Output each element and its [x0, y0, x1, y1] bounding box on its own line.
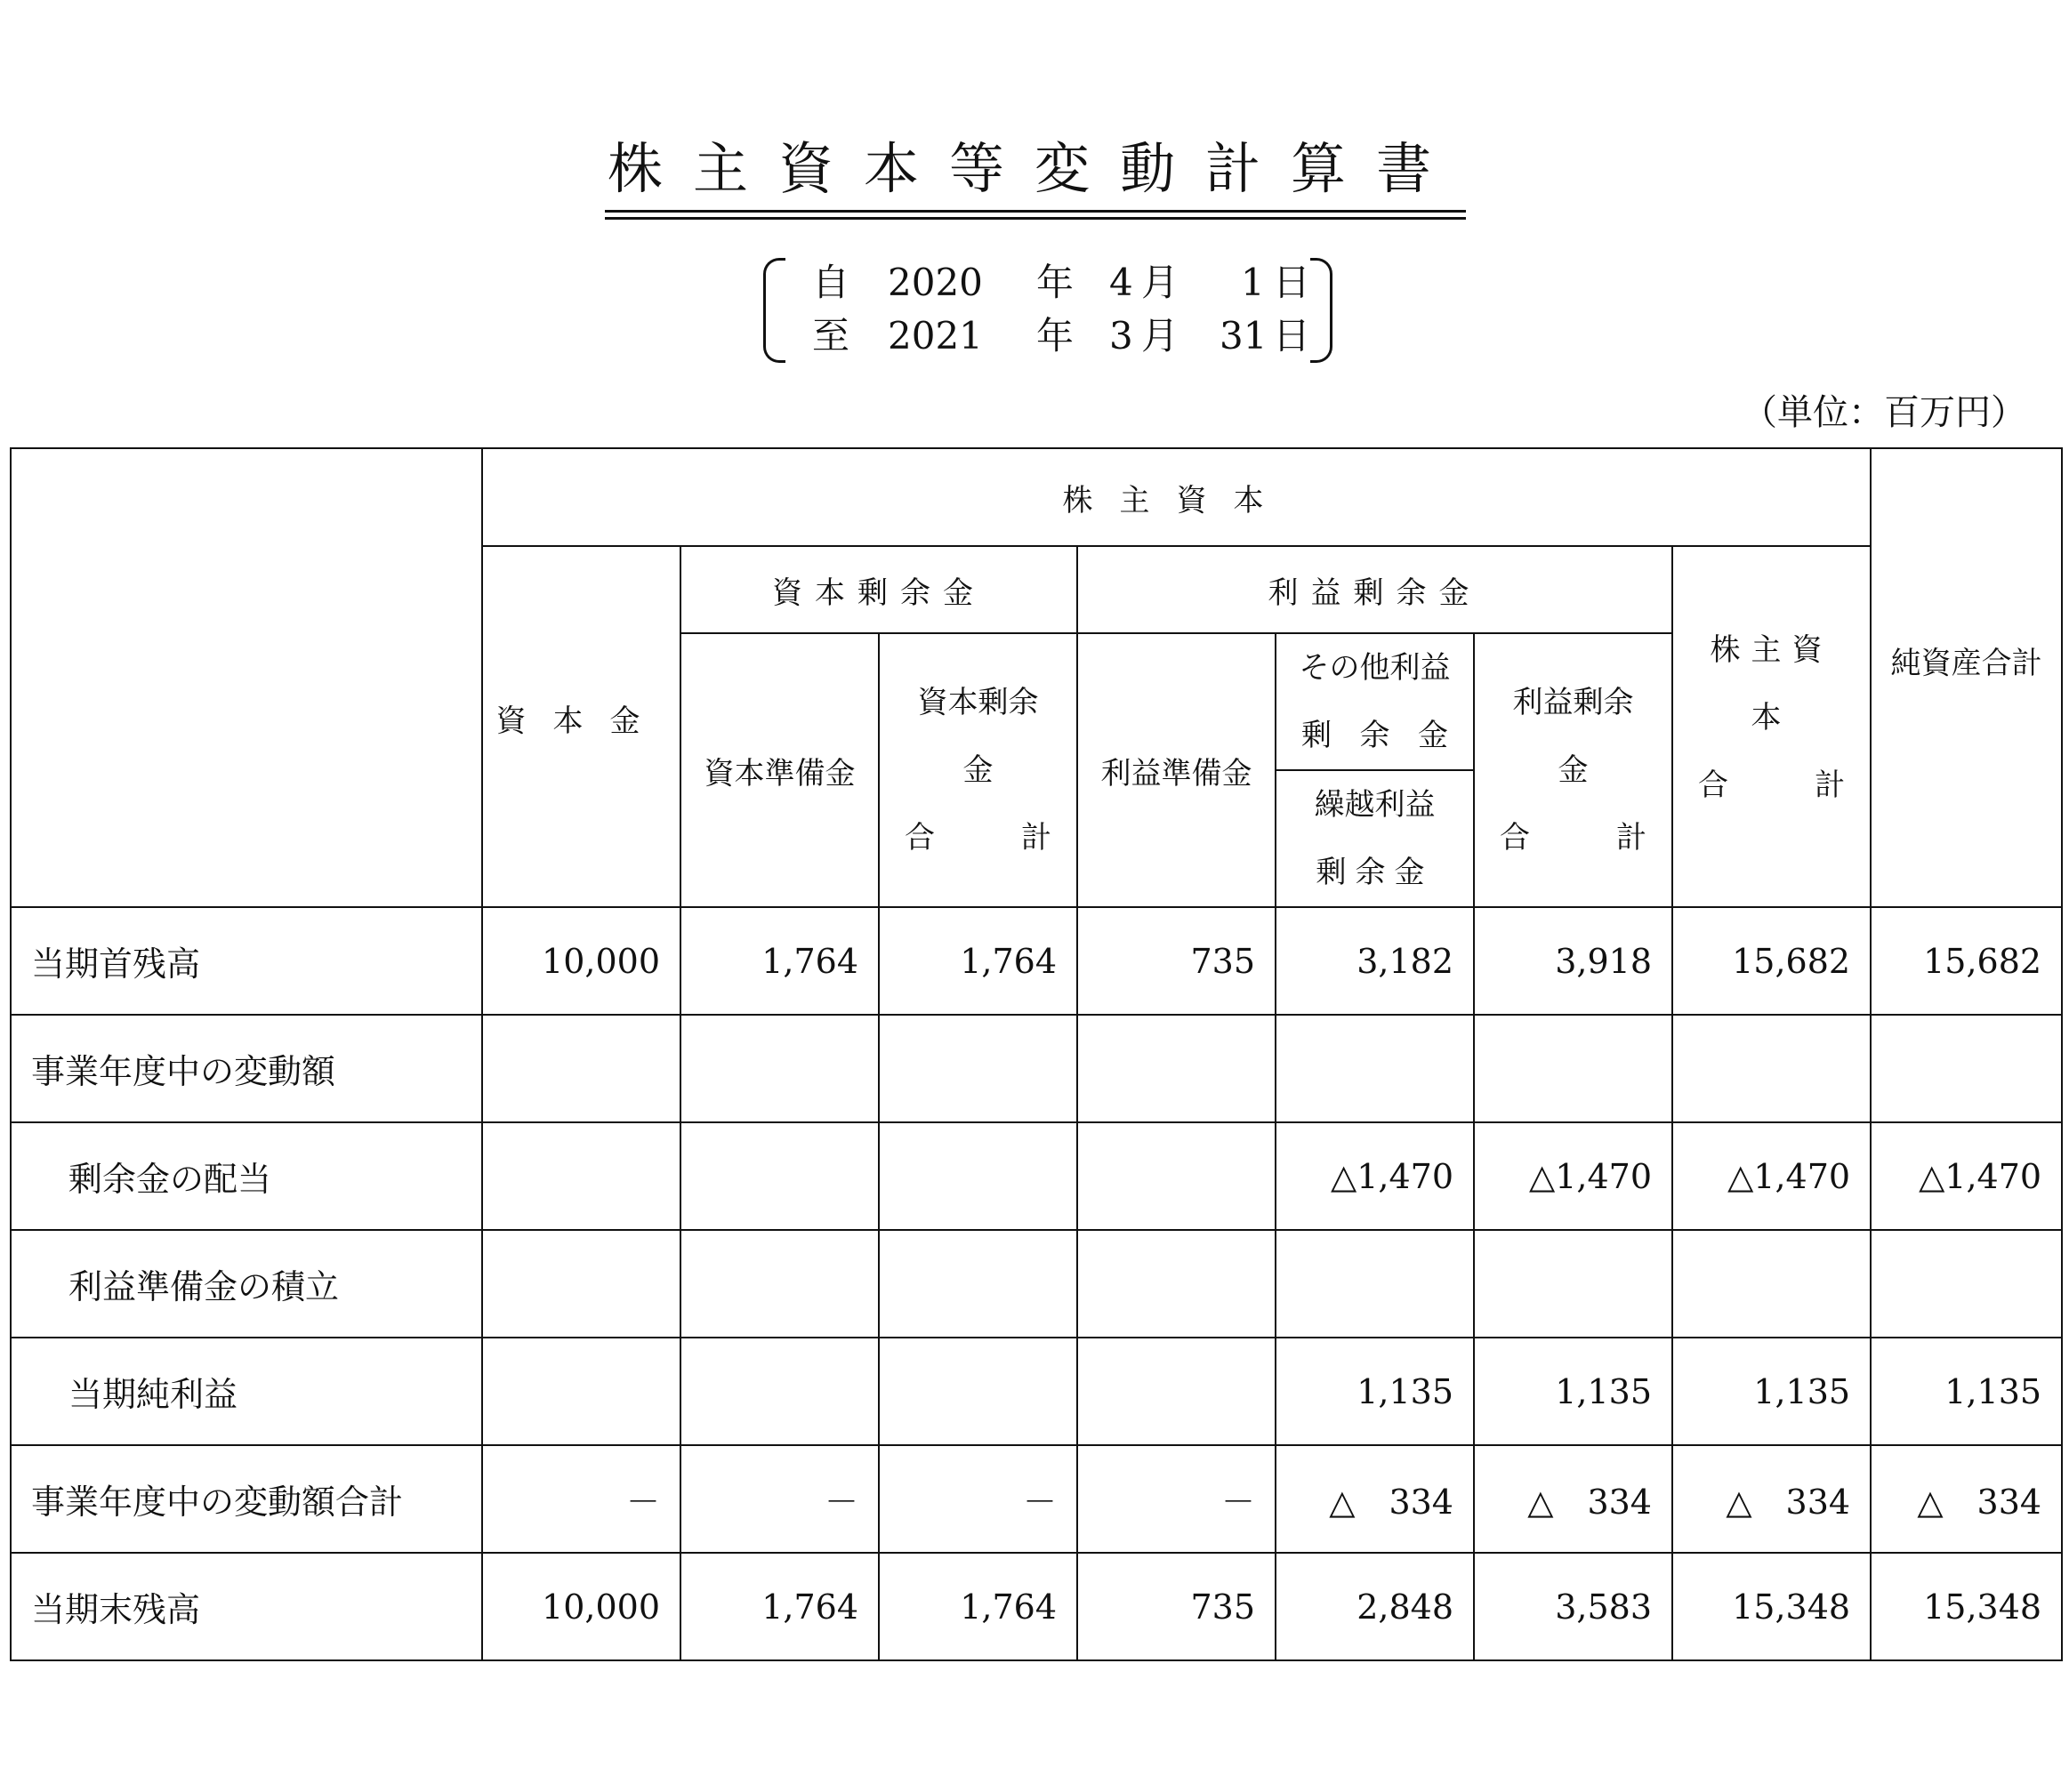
row-label: 当期純利益: [11, 1338, 482, 1445]
cell-equity-total: [1672, 1015, 1871, 1122]
header-net-assets-total: 純資産合計: [1871, 448, 2062, 907]
period-to-year: 2021: [888, 314, 983, 358]
cell-capital-reserve: [680, 1122, 879, 1230]
period-from-year: 2020: [888, 261, 983, 304]
cell-equity-total: 1,135: [1672, 1338, 1871, 1445]
cell-capital-reserve: [680, 1338, 879, 1445]
cell-capital-surplus-total: 1,764: [879, 1553, 1077, 1660]
cell-carried-forward: 2,848: [1276, 1553, 1474, 1660]
row-label: 事業年度中の変動額合計: [11, 1445, 482, 1553]
cell-legal-retained-reserve: [1077, 1015, 1276, 1122]
cell-carried-forward: △ 334: [1276, 1445, 1474, 1553]
period-to-day: 31: [1220, 314, 1268, 358]
cell-capital-stock: 10,000: [482, 1553, 680, 1660]
carried-forward-line-1: 繰越利益: [1314, 787, 1436, 823]
cell-net-assets-total: △1,470: [1871, 1122, 2062, 1230]
other-retained-char-2: 余: [1359, 718, 1390, 753]
left-bracket: [763, 258, 785, 363]
cell-equity-total: [1672, 1230, 1871, 1338]
header-retained-earnings: 利益剰余金: [1077, 546, 1672, 633]
cell-capital-reserve: －: [680, 1445, 879, 1553]
cell-carried-forward: 1,135: [1276, 1338, 1474, 1445]
cell-capital-stock: [482, 1338, 680, 1445]
cell-carried-forward: [1276, 1230, 1474, 1338]
equity-total-suffix-a: 合: [1698, 767, 1728, 803]
cell-capital-surplus-total: 1,764: [879, 907, 1077, 1015]
period-from-prefix: 自: [812, 261, 850, 304]
other-retained-line-1: その他利益: [1299, 650, 1451, 686]
cell-net-assets-total: 1,135: [1871, 1338, 2062, 1445]
cell-equity-total: 15,348: [1672, 1553, 1871, 1660]
cell-capital-stock: [482, 1015, 680, 1122]
period-to-month: 3: [1109, 314, 1133, 358]
cell-legal-retained-reserve: [1077, 1338, 1276, 1445]
header-shareholders-equity: 株主資本: [482, 448, 1871, 546]
row-label: 当期首残高: [11, 907, 482, 1015]
equity-total-line-2: [1673, 751, 1870, 819]
header-retained-total: [1474, 633, 1672, 907]
equity-total-label: 株主資本: [1710, 632, 1833, 735]
table-row: [11, 1445, 2062, 1553]
period-from-day: 1: [1241, 261, 1265, 304]
cell-capital-stock: [482, 1230, 680, 1338]
cell-capital-stock: 10,000: [482, 907, 680, 1015]
period-to-prefix: 至: [812, 314, 850, 358]
table-row: [11, 1338, 2062, 1445]
row-label: 剰余金の配当: [11, 1122, 482, 1230]
header-legal-retained-reserve: 利益準備金: [1077, 633, 1276, 907]
retained-total-suffix-a: 合: [1500, 820, 1530, 856]
cell-retained-total: 3,918: [1474, 907, 1672, 1015]
cell-retained-total: 1,135: [1474, 1338, 1672, 1445]
period-to-day-unit: 日: [1273, 314, 1311, 358]
other-retained-char-1: 剰: [1301, 718, 1332, 753]
cell-equity-total: △ 334: [1672, 1445, 1871, 1553]
header-capital-reserve: 資本準備金: [680, 633, 879, 907]
capital-surplus-total-label: 資本剰余金: [917, 685, 1039, 788]
retained-total-line-1: [1475, 669, 1671, 804]
cell-carried-forward: 3,182: [1276, 907, 1474, 1015]
cell-equity-total: 15,682: [1672, 907, 1871, 1015]
header-corner: [11, 448, 482, 907]
unit-label: （単位：百万円）: [1742, 392, 2026, 433]
header-row-1: [11, 448, 2062, 546]
capital-surplus-total-line-2: [880, 804, 1076, 872]
cell-net-assets-total: 15,348: [1871, 1553, 2062, 1660]
table-row: [11, 907, 2062, 1015]
period-from-year-unit: 年: [1036, 261, 1075, 304]
cell-capital-stock: －: [482, 1445, 680, 1553]
right-bracket: [1310, 258, 1332, 363]
cell-legal-retained-reserve: 735: [1077, 1553, 1276, 1660]
table-row: [11, 1553, 2062, 1660]
header-capital-stock: 資本金: [482, 546, 680, 907]
cell-retained-total: 3,583: [1474, 1553, 1672, 1660]
period-from-month-unit: 月: [1141, 261, 1179, 304]
cell-equity-total: △1,470: [1672, 1122, 1871, 1230]
table-row: [11, 1122, 2062, 1230]
cell-capital-surplus-total: [879, 1230, 1077, 1338]
cell-retained-total: [1474, 1015, 1672, 1122]
cell-capital-surplus-total: [879, 1122, 1077, 1230]
period-from-month: 4: [1109, 261, 1133, 304]
capital-surplus-total-line-1: [880, 669, 1076, 804]
cell-capital-reserve: [680, 1015, 879, 1122]
cell-capital-reserve: 1,764: [680, 1553, 879, 1660]
header-other-retained: [1276, 633, 1474, 770]
cell-net-assets-total: [1871, 1230, 2062, 1338]
cell-retained-total: △ 334: [1474, 1445, 1672, 1553]
cell-carried-forward: [1276, 1015, 1474, 1122]
equity-total-line-1: [1673, 616, 1870, 751]
document-title: 株主資本等変動計算書: [607, 136, 1461, 201]
title-underline-top: [605, 210, 1466, 213]
cell-capital-surplus-total: [879, 1015, 1077, 1122]
fiscal-period: [763, 258, 1332, 365]
capital-surplus-total-suffix-a: 合: [905, 820, 935, 856]
cell-legal-retained-reserve: 735: [1077, 907, 1276, 1015]
row-label: 利益準備金の積立: [11, 1230, 482, 1338]
period-to-month-unit: 月: [1141, 314, 1179, 358]
period-to-year-unit: 年: [1036, 314, 1075, 358]
header-equity-total: [1672, 546, 1871, 907]
retained-total-label: 利益剰余金: [1512, 685, 1634, 788]
equity-total-suffix-b: 計: [1815, 767, 1846, 803]
header-capital-surplus: 資本剰余金: [680, 546, 1077, 633]
cell-carried-forward: △1,470: [1276, 1122, 1474, 1230]
cell-net-assets-total: △ 334: [1871, 1445, 2062, 1553]
cell-capital-surplus-total: －: [879, 1445, 1077, 1553]
capital-surplus-total-suffix-b: 計: [1021, 820, 1051, 856]
period-from-day-unit: 日: [1273, 261, 1311, 304]
retained-total-line-2: [1475, 804, 1671, 872]
header-carried-forward: [1276, 770, 1474, 907]
cell-legal-retained-reserve: [1077, 1230, 1276, 1338]
table-row: [11, 1230, 2062, 1338]
cell-legal-retained-reserve: －: [1077, 1445, 1276, 1553]
table-row: [11, 1015, 2062, 1122]
cell-net-assets-total: [1871, 1015, 2062, 1122]
header-capital-surplus-total: [879, 633, 1077, 907]
other-retained-line-2: [1276, 702, 1473, 769]
title-underline-bottom: [605, 217, 1466, 220]
cell-retained-total: [1474, 1230, 1672, 1338]
carried-forward-line-2: 剰余金: [1316, 855, 1434, 890]
cell-capital-surplus-total: [879, 1338, 1077, 1445]
cell-capital-stock: [482, 1122, 680, 1230]
cell-retained-total: △1,470: [1474, 1122, 1672, 1230]
cell-capital-reserve: [680, 1230, 879, 1338]
other-retained-char-3: 金: [1418, 718, 1448, 753]
row-label: 事業年度中の変動額: [11, 1015, 482, 1122]
equity-statement-table: [10, 447, 2063, 1661]
retained-total-suffix-b: 計: [1616, 820, 1646, 856]
cell-net-assets-total: 15,682: [1871, 907, 2062, 1015]
row-label: 当期末残高: [11, 1553, 482, 1660]
cell-legal-retained-reserve: [1077, 1122, 1276, 1230]
cell-capital-reserve: 1,764: [680, 907, 879, 1015]
